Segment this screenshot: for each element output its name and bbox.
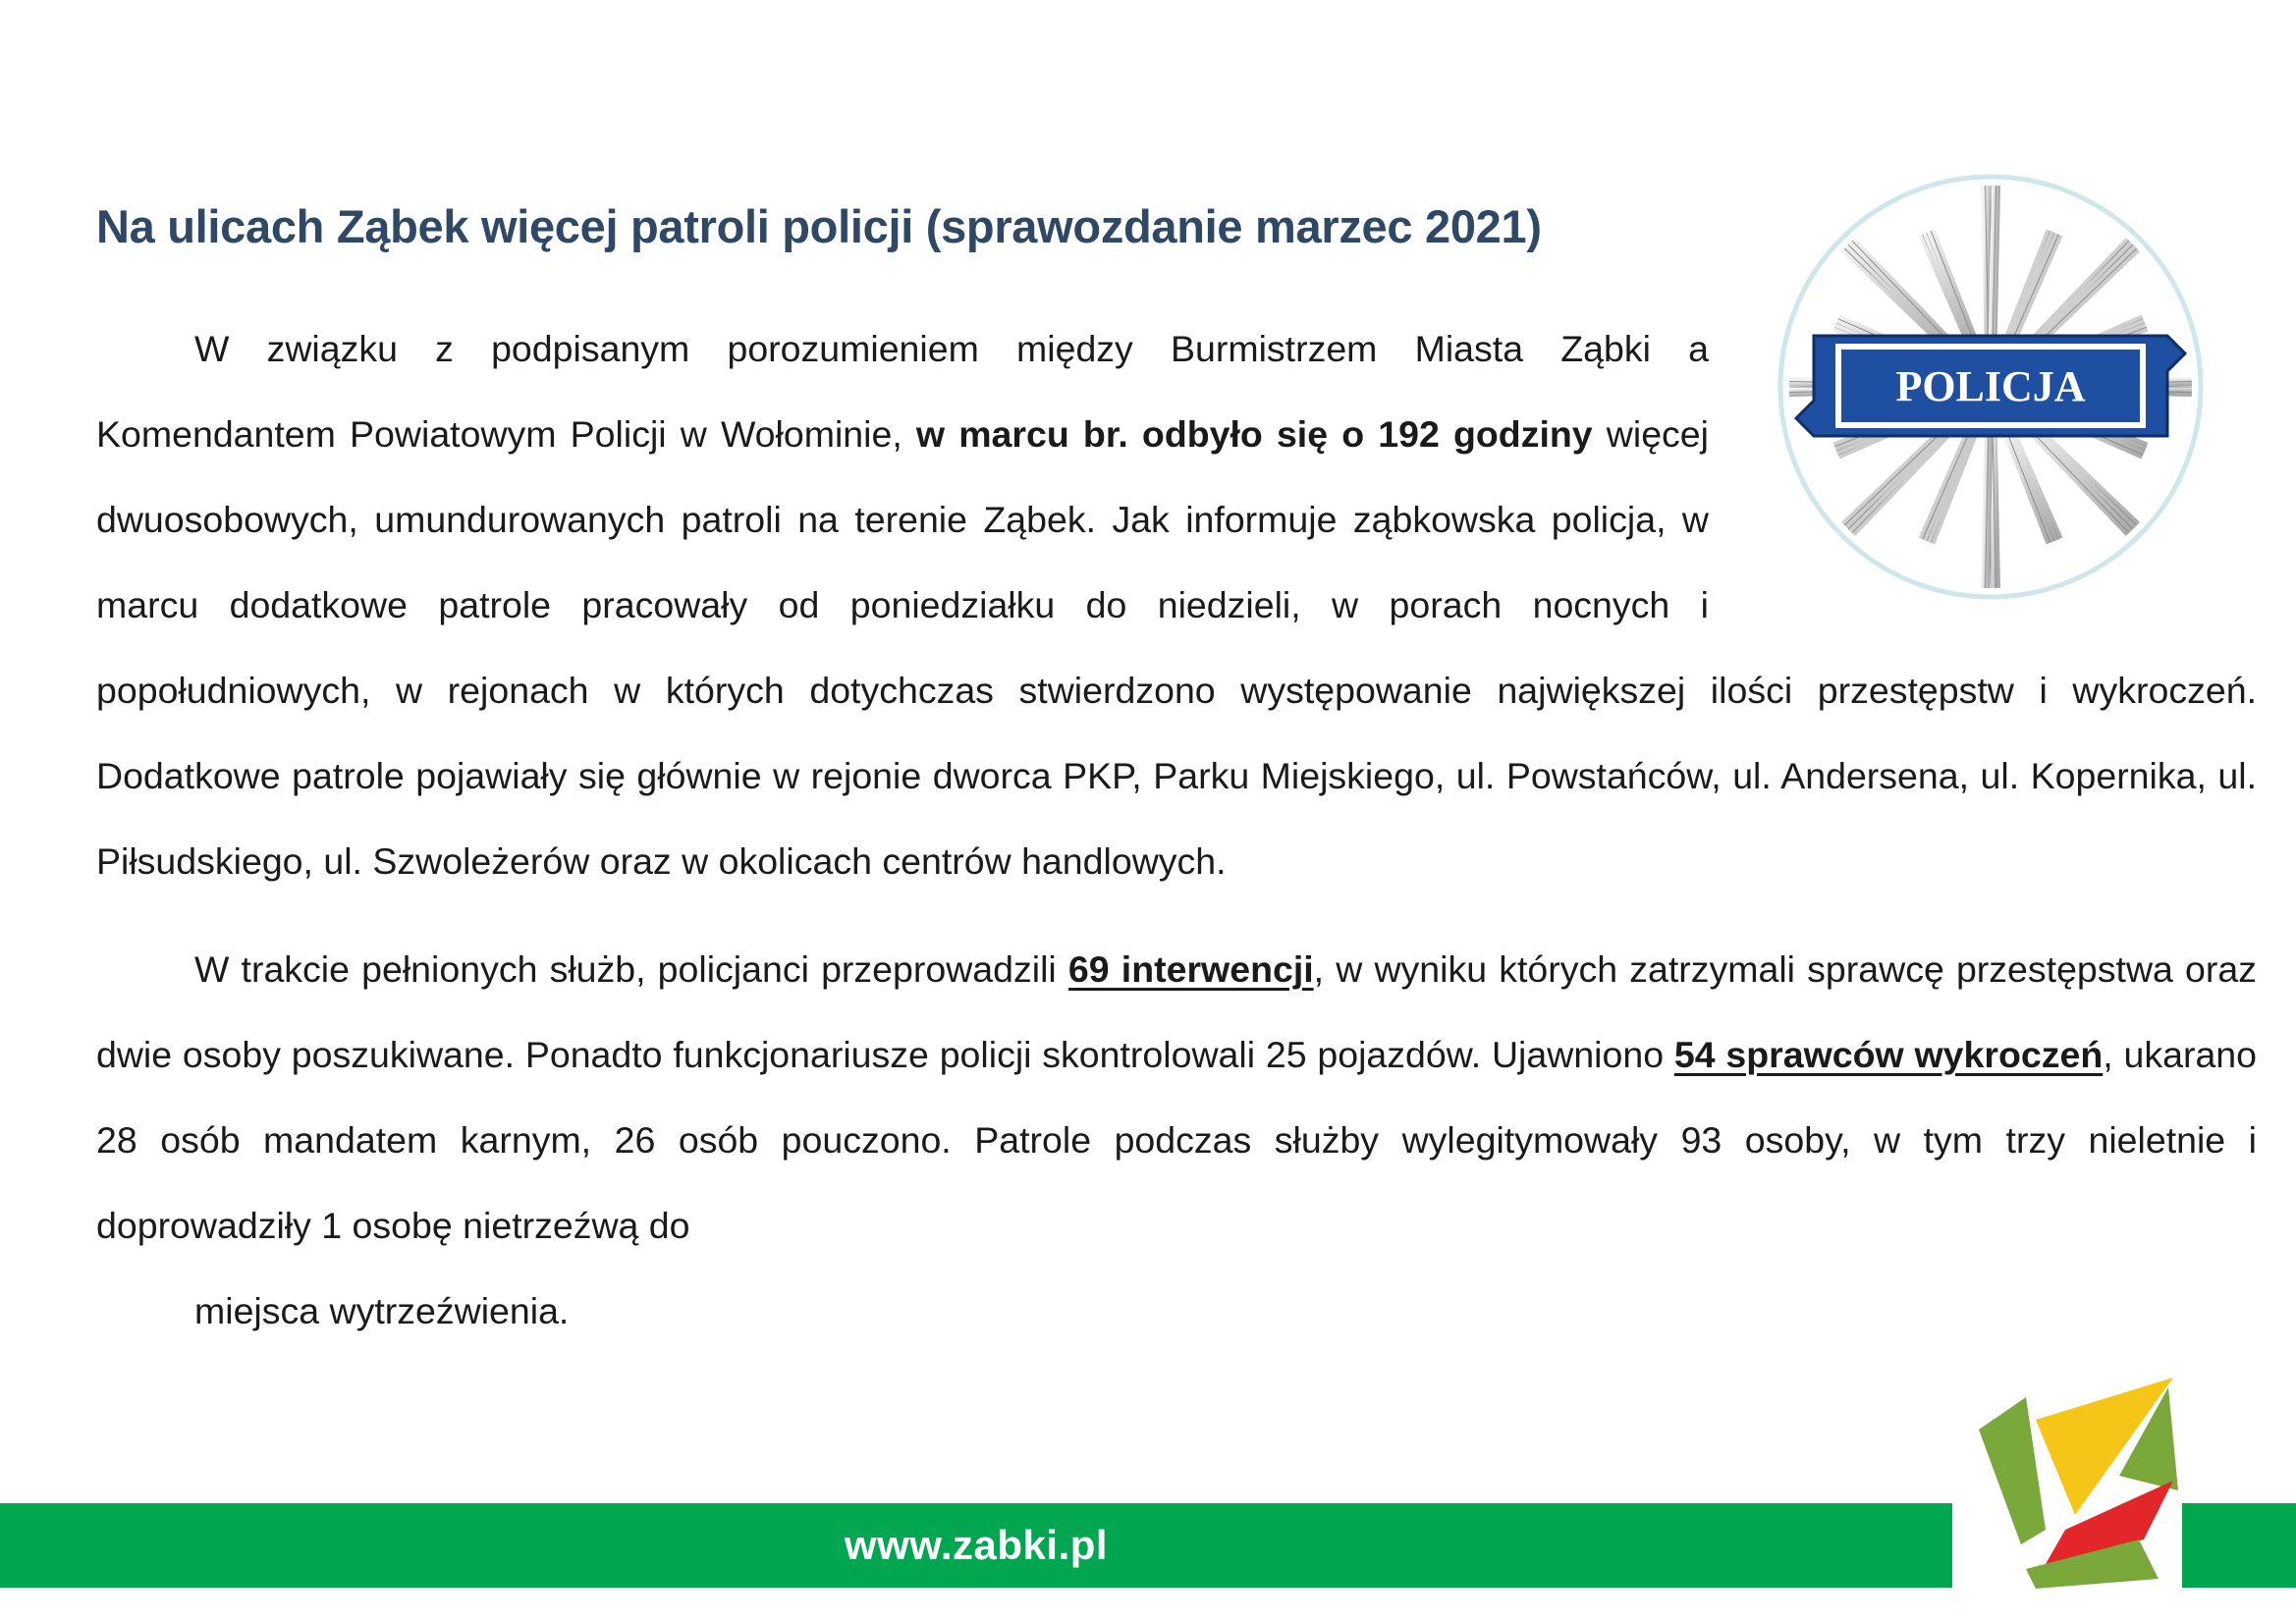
- paragraph-1-text-b: więcej dwuosobowych, umundurowanych patroli na terenie Ząbek. Jak informuje ząbkowska policja, w marcu dodatkowe patrole pracowały od poniedziałku do niedzieli, w porach nocnych i popołudniowych, w rejonach w których dotychczas stwierdzono występowanie największej ilości przestępstw i wykroczeń. Dodatkowe patrole pojawiały się głównie w rejonie dworca PKP, Parku Miejskiego, ul. Powstańców, ul. Andersena, ul. Kopernika, ul. Piłsudskiego, ul. Szwoleżerów oraz w okolicach centrów handlowych.: [96, 413, 2257, 882]
- footer-website-link[interactable]: www.zabki.pl: [844, 1522, 1109, 1568]
- badge-text: POLICJA: [1895, 362, 2086, 410]
- footer-bar-right: [2182, 1503, 2296, 1588]
- interventions-count: 69 interwencji: [1067, 948, 1314, 990]
- zabki-city-logo-icon: [1967, 1373, 2178, 1594]
- logo-green-shape: [1979, 1397, 2046, 1544]
- paragraph-1-text-a: W związku z podpisanym porozumieniem między Burmistrzem Miasta Ząbki a Komendantem Powiatowym Policji w Wołominie,: [96, 328, 1709, 455]
- paragraph-2-text-c: , ukarano 28 osób mandatem karnym, 26 osób pouczono. Patrole podczas służby wylegitymowały 93 osoby, w tym trzy nieletnie i doprowadziły 1 osobę nietrzeźwą do: [96, 1034, 2258, 1246]
- paragraph-1-bold: w marcu br. odbyło się o 192 godziny: [915, 413, 1593, 455]
- page-title: Na ulicach Ząbek więcej patroli policji (sprawozdanie marzec 2021): [96, 200, 1542, 252]
- paragraph-2-last-line: miejsca wytrzeźwienia.: [194, 1290, 570, 1331]
- police-star-badge-icon: [1775, 171, 2207, 603]
- offenders-count: 54 sprawców wykroczeń: [1673, 1034, 2104, 1075]
- paragraph-2-text-a: W trakcie pełnionych służb, policjanci przeprowadzili: [194, 948, 1068, 990]
- paragraph-2-text-b: , w wyniku których zatrzymali sprawcę przestępstwa oraz dwie osoby poszukiwane. Ponadto funkcjonariusze policji skontrolowali 25 pojazdów. Ujawniono: [96, 948, 2257, 1075]
- paragraph-2: [96, 927, 2257, 1354]
